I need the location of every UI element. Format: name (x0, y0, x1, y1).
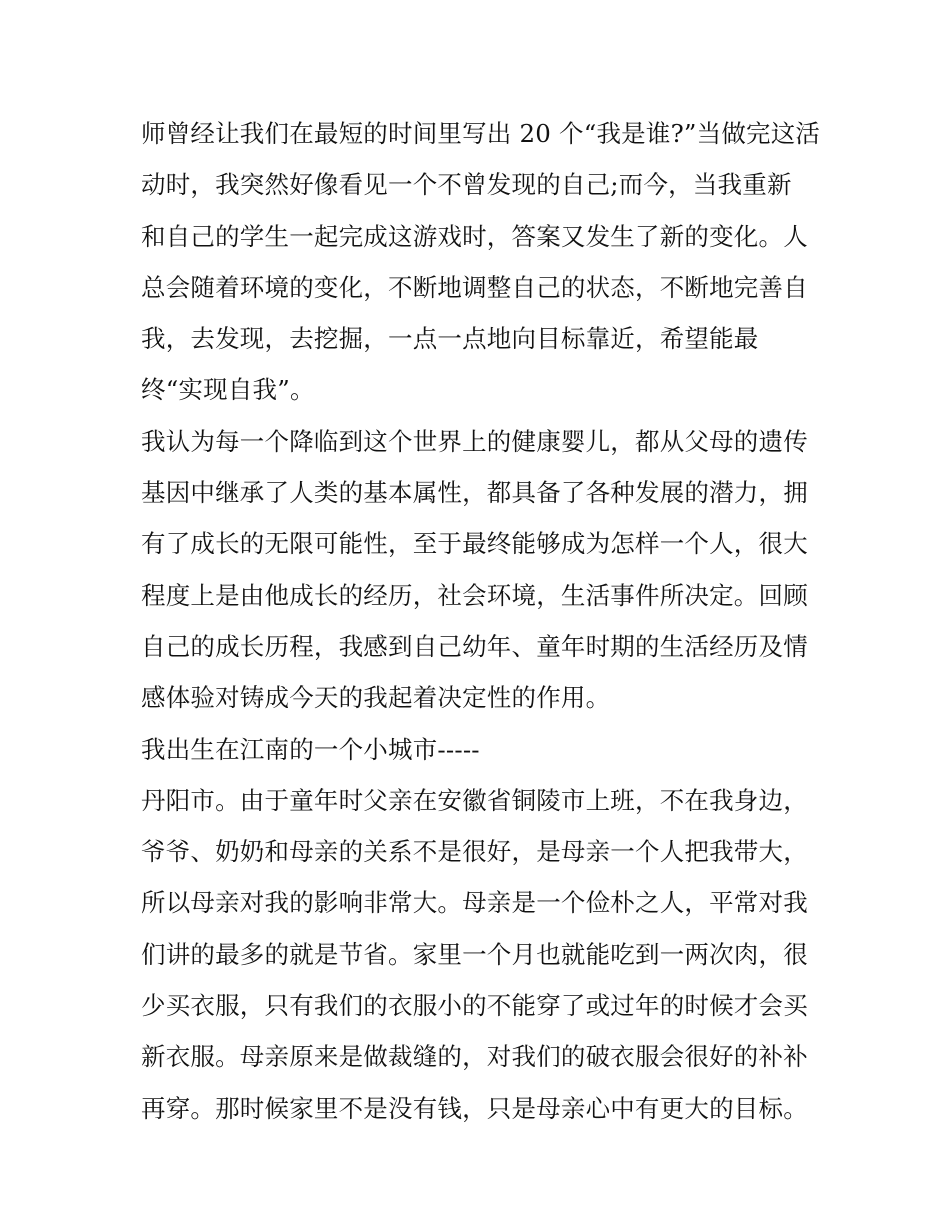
text-line: 终“实现自我”。 (141, 375, 315, 405)
text-line: 总会随着环境的变化，不断地调整自己的状态，不断地完善自 (141, 272, 808, 302)
text-line: 我出生在江南的一个小城市----- (141, 734, 480, 764)
text-line: 爷爷、奶奶和母亲的关系不是很好，是母亲一个人把我带大， (141, 837, 808, 867)
text-line: 新衣服。母亲原来是做裁缝的，对我们的破衣服会很好的补补 (141, 1042, 808, 1072)
text-line: 师曾经让我们在最短的时间里写出 20 个“我是谁?”当做完这活 (141, 119, 821, 148)
text-line: 基因中继承了人类的基本属性，都具备了各种发展的潜力，拥 (141, 478, 808, 508)
text-line: 丹阳市。由于童年时父亲在安徽省铜陵市上班，不在我身边， (141, 785, 808, 815)
text-line: 动时，我突然好像看见一个不曾发现的自己;而今，当我重新 (141, 170, 792, 200)
text-line: 我，去发现，去挖掘，一点一点地向目标靠近，希望能最 (141, 324, 759, 354)
text-line: 有了成长的无限可能性，至于最终能够成为怎样一个人，很大 (141, 529, 808, 559)
text-line: 程度上是由他成长的经历，社会环境，生活事件所决定。回顾 (141, 580, 808, 610)
document-body (141, 108, 821, 1134)
text-line: 自己的成长历程，我感到自己幼年、童年时期的生活经历及情 (141, 631, 808, 661)
text-line: 们讲的最多的就是节省。家里一个月也就能吃到一两次肉，很 (141, 939, 808, 969)
text-line: 和自己的学生一起完成这游戏时，答案又发生了新的变化。人 (141, 221, 808, 251)
text-line: 所以母亲对我的影响非常大。母亲是一个俭朴之人，平常对我 (141, 888, 808, 918)
text-line: 少买衣服，只有我们的衣服小的不能穿了或过年的时候才会买 (141, 991, 808, 1021)
text-line: 我认为每一个降临到这个世界上的健康婴儿，都从父母的遗传 (141, 426, 808, 456)
text-line: 感体验对铸成今天的我起着决定性的作用。 (141, 683, 611, 713)
text-line: 再穿。那时候家里不是没有钱，只是母亲心中有更大的目标。 (141, 1093, 808, 1123)
